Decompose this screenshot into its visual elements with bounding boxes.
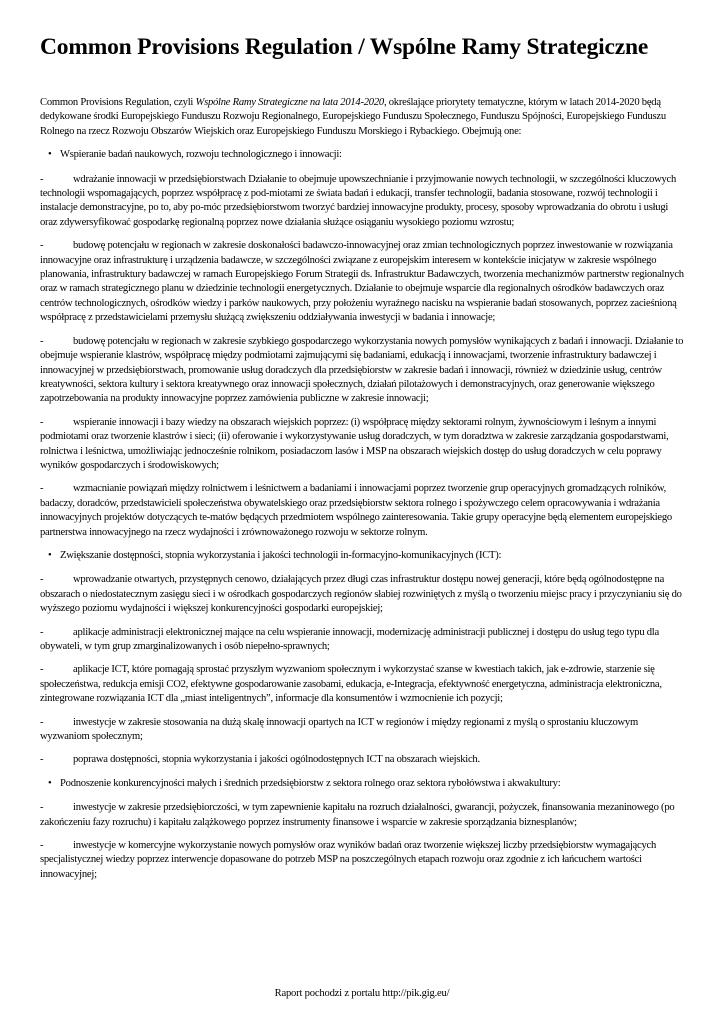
page-title: Common Provisions Regulation / Wspólne Ramy Strategiczne bbox=[40, 34, 649, 60]
dash-list-item bbox=[40, 482, 684, 540]
dash-list-item bbox=[40, 573, 684, 616]
dash-item-text: wzmacnianie powiązań między rolnictwem i leśnictwem a badaniami i innowacjami poprzez tworzenie grup operacyjnych gromadzących rolników, badaczy, doradców, przedstawicieli społeczeństwa obywatelskiego oraz przedsiębiorstw sektora rolnego i spożywczego celem opracowywania i wdrażania innowacyjnych projektów dotyczących te-matów będących przedmiotem wspólnego zainteresowania. Takie grupy operacyjne będą elementem europejskiego partnerstwa innowacyjnego na rzecz wydajności i zrównoważonego rozwoju w sektorze rolnym. bbox=[40, 483, 672, 538]
bullet-heading: • Zwiększanie dostępności, stopnia wykorzystania i jakości technologii in-formacyjno-komunikacyjnych (ICT): bbox=[40, 549, 684, 563]
bullet-heading: • Wspieranie badań naukowych, rozwoju technologicznego i innowacji: bbox=[40, 148, 684, 162]
dash-marker: - bbox=[40, 664, 44, 676]
dash-list-item bbox=[40, 173, 684, 231]
dash-item-text: aplikacje administracji elektronicznej mające na celu wspieranie innowacji, modernizację administracji publicznej i dostępu do usług tego typu dla obywateli, w tym grup zmarginalizowanych i osób niepełno-sprawnych; bbox=[40, 626, 659, 652]
dash-item-text: inwestycje w zakresie stosowania na dużą skalę innowacji opartych na ICT w regionów i między regionami z myślą o sprostaniu kluczowym wyzwaniom społecznym; bbox=[40, 716, 638, 743]
dash-item-text: inwestycje w zakresie przedsiębiorczości, w tym zapewnienie kapitału na rozruch działalności, gwarancji, pożyczek, finansowania mezaninowego (po zakończeniu fazy rozruchu) i kapitału zalążkowego poprzez instrumenty finansowe i wsparcie w zakresie sporządzania biznesplanów; bbox=[40, 802, 675, 828]
dash-marker: - bbox=[40, 574, 44, 586]
dash-marker: - bbox=[40, 335, 44, 347]
dash-marker: - bbox=[40, 416, 44, 428]
dash-item-text: budowę potencjału w regionach w zakresie doskonałości badawczo-innowacyjnej oraz zmian technologicznych poprzez inwestowanie w rozwiązania innowacyjne oraz infrastrukturę i urządzenia badawcze, w szczególności związane z europejskim interesem w kontekście inicjatyw w zakresie wspólnego planowania, infrastruktury badawczej w ramach Europejskiego Forum Strategii ds. Infrastruktur Badawczych, tworzenia mechanizmów partnerstw regionalnych oraz w ramach strategicznego planu w dziedzinie technologii energetycznych. Działanie to obejmuje wsparcie dla regionalnych ośrodków badawczych oraz centrów technologicznych, ośrodków wiedzy i parków naukowych, przy położeniu wyraźnego nacisku na wspieranie badań stosowanych, poprzez zacieśnioną współpracę z przedstawicielami przemysłu służącą zwiększeniu oddziaływania inwestycji w badania i innowacje; bbox=[40, 240, 684, 324]
dash-item-text: budowę potencjału w regionach w zakresie szybkiego gospodarczego wykorzystania nowych pomysłów wynikających z badań i innowacji. Działanie to obejmuje wspieranie klastrów, współpracę między podmiotami zajmującymi się badaniami, edukacją i innowacjami, tworzenie infrastruktury badawczej i innowacyjnej w przedsiębiorstwach, promowanie usług doradczych dla przedsiębiorstw w zakresie badań i innowacji, również w dziedzinie usług, centrów kreatywności, sektora kultury i sektora kreatywnego oraz innowacji społecznych, działań pilotażowych i demonstracyjnych, oraz generowanie większego zapotrzebowania na produkty innowacyjne poprzez zamówienia publiczne w zakresie innowacji; bbox=[40, 335, 684, 405]
dash-item-text: poprawa dostępności, stopnia wykorzystania i jakości ogólnodostępnych ICT na obszarach wiejskich. bbox=[73, 754, 480, 766]
document-body bbox=[40, 96, 684, 891]
intro-text-start: Common Provisions Regulation, czyli bbox=[40, 97, 196, 108]
dash-list-item bbox=[40, 239, 684, 325]
sections-list bbox=[40, 148, 684, 882]
dash-marker: - bbox=[40, 716, 44, 728]
dash-marker: - bbox=[40, 240, 44, 252]
dash-list-item bbox=[40, 716, 684, 745]
dash-item-text: wdrażanie innowacji w przedsiębiorstwach Działanie to obejmuje upowszechnianie i przyjmowanie nowych technologii, w szczególności kluczowych technologii wspomagających, poprzez współpracę z pod-miotami ze świata badań i edukacji, transfer technologii, badania stosowane, rozwój technologii i instalacje demonstracyjne, po to, aby po-móc przedsiębiorstwom tworzyć bardziej innowacyjne produkty, procesy, sposoby wprowadzania do obrotu i usługi oraz zdywersyfikować gospodarkę regionalną poprzez nowe działania służące osiąganiu wysokiego poziomu wzrostu; bbox=[40, 173, 677, 228]
dash-list-item bbox=[40, 335, 684, 407]
dash-list-item bbox=[40, 753, 684, 767]
bullet-heading: • Podnoszenie konkurencyjności małych i średnich przedsiębiorstw z sektora rolnego oraz sektora rybołówstwa i akwakultury: bbox=[40, 777, 684, 791]
dash-marker: - bbox=[40, 626, 44, 638]
dash-marker: - bbox=[40, 754, 44, 766]
dash-list-item bbox=[40, 663, 684, 706]
dash-list-item bbox=[40, 801, 684, 830]
dash-item-text: wspieranie innowacji i bazy wiedzy na obszarach wiejskich poprzez: (i) współpracę między sektorami rolnym, żywnościowym i leśnym a innymi podmiotami oraz tworzenie klastrów i sieci; (ii) oferowanie i wykorzystywanie usług doradczych, w tym doradztwa w zakresie zarządzania gospodarstwami, rolnictwa i leśnictwa, umożliwiając jednocześnie rolnikom, posiadaczom lasów i MSP na obszarach wiejskich dostęp do usług doradczych w celu poprawy wyników gospodarczych i środowiskowych; bbox=[40, 416, 669, 471]
dash-item-text: inwestycje w komercyjne wykorzystanie nowych pomysłów oraz wyników badań oraz tworzenie większej liczby przedsiębiorstw wymagających specjalistycznej wiedzy poprzez interwencje dopasowane do potrzeb MSP na poszczególnych etapach rozwoju oraz zgodnie z ich łańcuchem wartości innowacyjnej; bbox=[40, 840, 656, 880]
dash-item-text: aplikacje ICT, które pomagają sprostać przyszłym wyzwaniom społecznym i wykorzystać szanse w kwestiach takich, jak e-zdrowie, starzenie się społeczeństwa, redukcja emisji CO2, efektywne gospodarowanie zasobami, edukacja, e-Integracja, efektywność energetyczna, administracja elektroniczna, zintegrowane rozwiązania ICT dla „miast inteligentnych”, informacje dla konsumentów i wzmocnienie ich pozycji; bbox=[40, 664, 662, 705]
dash-marker: - bbox=[40, 173, 44, 185]
dash-marker: - bbox=[40, 802, 44, 814]
page-footer: Raport pochodzi z portalu http://pik.gig.eu/ bbox=[274, 988, 450, 999]
dash-marker: - bbox=[40, 840, 44, 852]
intro-text-italic: Wspólne Ramy Strategiczne na lata 2014-2020 bbox=[195, 97, 384, 108]
dash-marker: - bbox=[40, 483, 44, 495]
intro-text-end: , określające priorytety tematyczne, którym w latach 2014-2020 będą dedykowane środki Europejskiego Funduszu Rozwoju Regionalnego, Europejskiego Funduszu Społecznego, Funduszu Spójności, Europejskiego Funduszu Rolnego na rzecz Rozwoju Obszarów Wiejskich oraz Europejskiego Funduszu Morskiego i Rybackiego. Obejmują one: bbox=[40, 97, 666, 137]
intro-paragraph bbox=[40, 96, 684, 139]
dash-list-item bbox=[40, 626, 684, 655]
dash-list-item bbox=[40, 839, 684, 882]
dash-list-item bbox=[40, 416, 684, 474]
dash-item-text: wprowadzanie otwartych, przystępnych cenowo, działających przez długi czas infrastruktur dostępu nowej generacji, które będą ogólnodostępne na obszarach o niedostatecznym zasięgu sieci i w ośrodkach gospodarczych regionów słabiej rozwiniętych z myślą o tworzeniu miejsc pracy i przyczynianiu się do wyższego poziomu wydajności i większej konkurencyjności gospodarki europejskiej; bbox=[40, 574, 682, 615]
